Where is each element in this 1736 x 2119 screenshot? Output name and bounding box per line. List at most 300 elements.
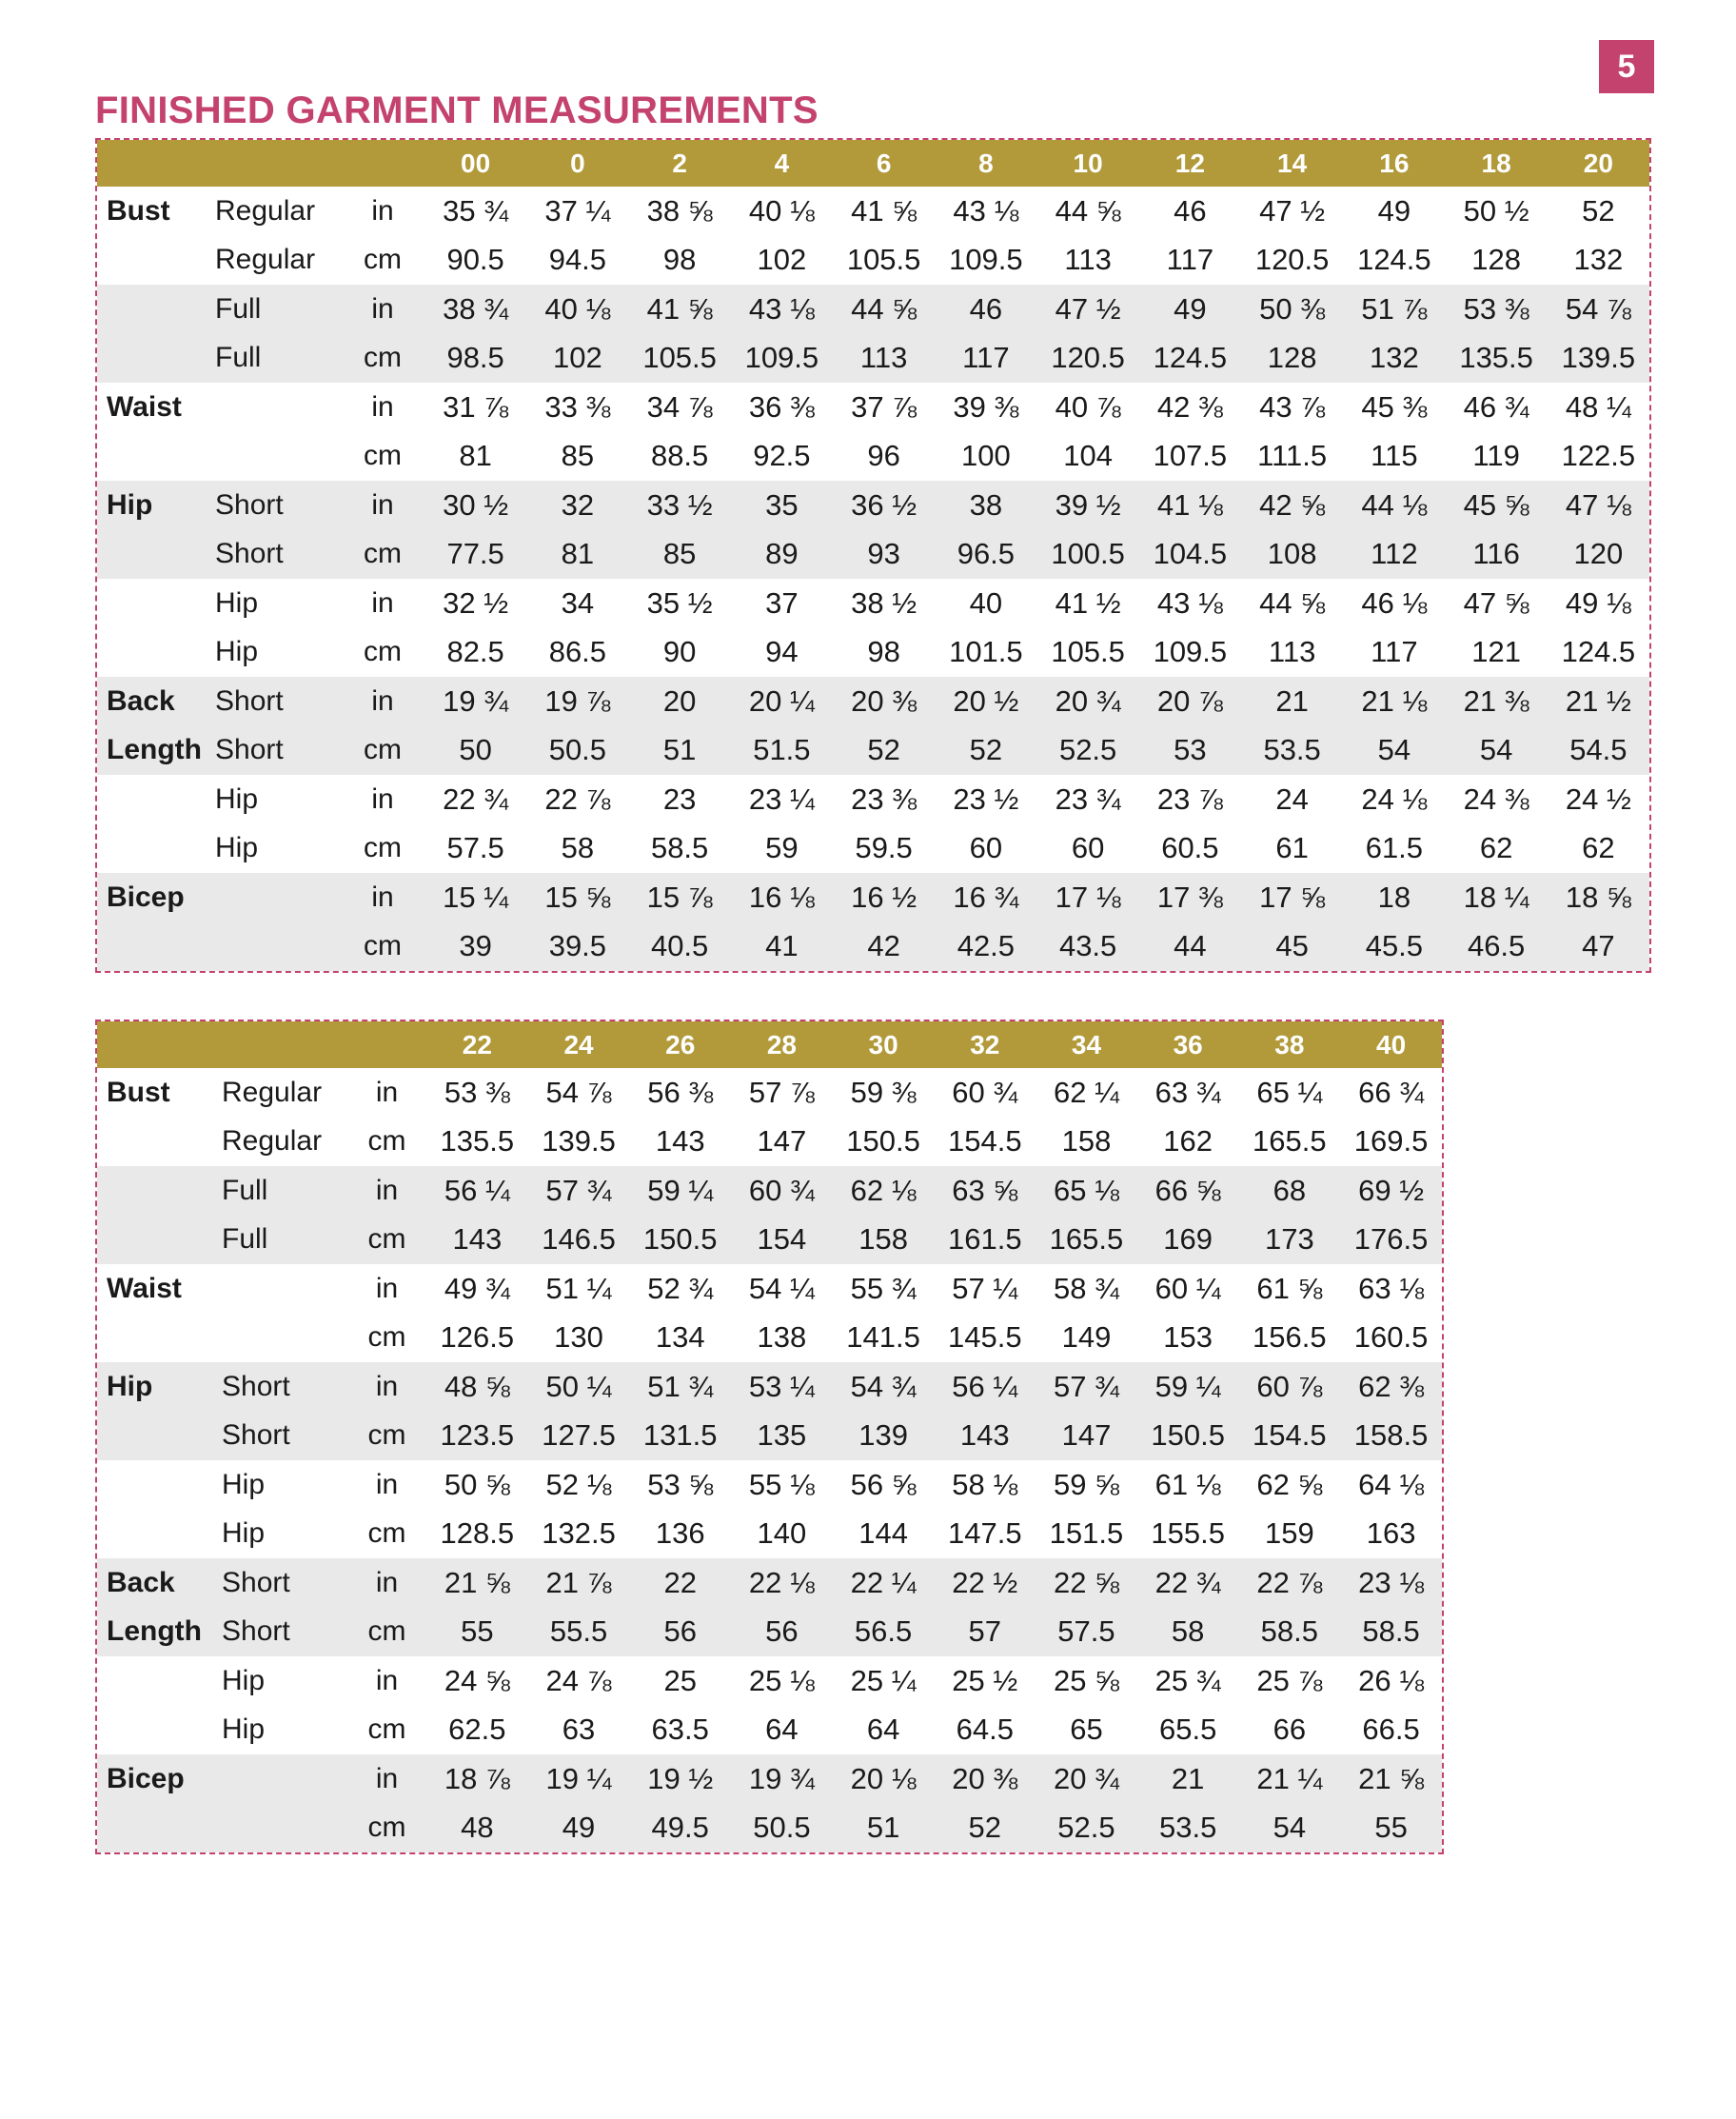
measurement-cell: 25 ⅞ (1256, 1663, 1323, 1697)
variant-cell: Regular (215, 244, 316, 276)
size-header-row (97, 140, 1649, 187)
measurement-cell: 18 ⅝ (1548, 873, 1649, 922)
variant-cell: Regular (222, 1125, 323, 1158)
measurement-cell: 85 (629, 530, 731, 580)
measurement-cell: 32 ½ (443, 585, 509, 620)
measurement-cell: 47 (1548, 922, 1649, 972)
measurement-cell: 45 ⅜ (1361, 389, 1428, 424)
category-cell: Length (97, 1608, 218, 1657)
category-cell: Hip (97, 481, 211, 530)
variant-cell: Hip (215, 586, 259, 619)
category-cell: Hip (97, 1362, 218, 1412)
measurement-cell: 44 ⅛ (1343, 481, 1445, 530)
unit-cell: cm (364, 636, 402, 668)
measurement-cell: 139 (833, 1412, 935, 1461)
measurement-cell: 42 ⅝ (1241, 481, 1343, 530)
category-cell (97, 1706, 218, 1755)
measurement-cell: 45.5 (1343, 922, 1445, 972)
measurement-cell: 81 (526, 530, 628, 580)
size-header: 12 (1139, 140, 1241, 187)
measurement-cell: 61 (1275, 831, 1309, 865)
measurement-cell: 52.5 (1037, 726, 1139, 776)
measurement-cell: 43 ⅛ (953, 193, 1019, 228)
measurement-cell: 15 ⅝ (526, 873, 628, 922)
category-cell (97, 824, 211, 874)
measurement-cell: 65 ⅛ (1036, 1166, 1137, 1216)
table-row (97, 1754, 1442, 1804)
measurement-cell: 50 ½ (1463, 193, 1529, 228)
category-cell (97, 579, 211, 628)
variant-cell (218, 1754, 347, 1804)
table-row (97, 432, 1649, 482)
size-header: 26 (629, 1021, 731, 1068)
measurement-cell: 56 ¼ (426, 1166, 528, 1216)
table-row (97, 1264, 1442, 1314)
table-row (97, 726, 1649, 776)
variant-cell: Short (211, 530, 341, 580)
measurement-cell: 54 ¾ (833, 1362, 935, 1412)
measurement-cell: 60 ¾ (952, 1075, 1018, 1109)
measurement-cell: 20 ⅜ (934, 1754, 1036, 1804)
measurement-cell: 132 (1573, 243, 1624, 277)
measurement-cell: 43.5 (1037, 922, 1139, 972)
measurement-cell: 124.5 (1561, 635, 1636, 669)
measurement-cell: 15 ⅞ (629, 873, 731, 922)
measurement-cell: 117 (935, 334, 1036, 384)
measurement-cell: 53 ¼ (731, 1362, 833, 1412)
measurement-cell: 63 ⅛ (1358, 1271, 1425, 1305)
measurement-cell: 57.5 (446, 831, 504, 865)
table-row (97, 530, 1649, 580)
measurement-cell: 25 (663, 1663, 697, 1697)
unit-cell: in (371, 194, 394, 227)
table-row (97, 1510, 1442, 1559)
measurement-cell: 21 (1241, 677, 1343, 726)
measurement-cell: 19 ¼ (528, 1754, 630, 1804)
measurement-cell: 159 (1264, 1516, 1314, 1551)
measurement-cell: 59.5 (855, 831, 913, 865)
measurement-cell: 34 (561, 585, 595, 620)
measurement-cell: 58 (1137, 1608, 1239, 1657)
measurement-cell: 35 ½ (646, 585, 713, 620)
measurement-cell: 20 ⅛ (833, 1754, 935, 1804)
unit-cell: cm (347, 1608, 426, 1657)
measurement-cell: 128 (1241, 334, 1343, 384)
table-row (97, 1166, 1442, 1216)
unit-cell: in (375, 1664, 399, 1696)
measurement-cell: 62.5 (448, 1713, 506, 1747)
measurement-cell: 35 (731, 481, 833, 530)
category-cell: Back (97, 1558, 218, 1608)
measurement-cell: 45 ⅝ (1446, 481, 1548, 530)
measurement-cell: 122.5 (1561, 439, 1636, 473)
size-header: 0 (526, 140, 628, 187)
header-blank-cell (97, 140, 211, 187)
unit-cell: in (347, 1558, 426, 1608)
measurement-cell: 22 ⅝ (1036, 1558, 1137, 1608)
unit-cell: in (347, 1166, 426, 1216)
measurement-cell: 22 ⅛ (731, 1558, 833, 1608)
unit-cell: in (371, 390, 394, 423)
measurement-cell: 165.5 (1253, 1124, 1327, 1159)
measurement-cell: 100.5 (1037, 530, 1139, 580)
variant-cell (211, 383, 341, 432)
measurement-cell: 16 ½ (833, 873, 935, 922)
measurement-cell: 162 (1163, 1124, 1213, 1159)
size-header: 14 (1241, 140, 1343, 187)
measurement-cell: 40 ⅛ (748, 193, 815, 228)
unit-cell: in (375, 1468, 399, 1500)
measurement-cell: 23 ¾ (1055, 782, 1121, 816)
measurement-cell: 44 ⅝ (1055, 193, 1121, 228)
measurement-cell: 22 ½ (934, 1558, 1036, 1608)
size-header: 6 (833, 140, 935, 187)
size-header: 18 (1446, 140, 1548, 187)
measurement-cell: 105.5 (1051, 635, 1125, 669)
measurement-cell: 52 ¾ (647, 1271, 714, 1305)
measurement-cell: 144 (858, 1516, 908, 1551)
measurement-cell: 38 ¾ (424, 285, 526, 334)
measurement-cell: 20 (629, 677, 731, 726)
measurement-cell: 111.5 (1257, 439, 1328, 473)
measurement-cell: 41 ½ (1055, 585, 1121, 620)
measurement-cell: 98.5 (424, 334, 526, 384)
variant-cell: Regular (215, 194, 316, 227)
measurement-cell: 58.5 (650, 831, 709, 865)
measurement-cell: 93 (833, 530, 935, 580)
measurement-cell: 131.5 (629, 1412, 731, 1461)
measurement-cell: 77.5 (424, 530, 526, 580)
header-blank-cell (341, 140, 424, 187)
measurement-cell: 150.5 (1137, 1412, 1239, 1461)
measurement-cell: 22 ¾ (443, 782, 509, 816)
measurement-cell: 51.5 (731, 726, 833, 776)
measurement-cell: 20 ¾ (1037, 677, 1139, 726)
measurement-cell: 23 (662, 782, 697, 816)
measurement-cell: 68 (1239, 1166, 1341, 1216)
measurement-cell: 96 (867, 439, 900, 473)
unit-cell: cm (367, 1125, 406, 1158)
measurement-cell: 112 (1343, 530, 1445, 580)
measurement-cell: 128.5 (440, 1516, 515, 1551)
measurement-cell: 62 (1479, 831, 1513, 865)
measurement-cell: 57 (934, 1608, 1036, 1657)
category-cell (97, 1412, 218, 1461)
measurement-cell: 102 (526, 334, 628, 384)
measurement-cell: 158 (1061, 1124, 1112, 1159)
header-blank-cell (97, 1021, 218, 1068)
measurement-cell: 140 (757, 1516, 807, 1551)
category-cell (97, 1118, 218, 1167)
table-row (97, 1804, 1442, 1853)
measurement-cell: 143 (426, 1216, 528, 1265)
measurement-cell: 50 (424, 726, 526, 776)
measurement-cell: 18 (1343, 873, 1445, 922)
measurement-cell: 65.5 (1158, 1713, 1217, 1747)
measurement-cell: 121 (1471, 635, 1521, 669)
table-row (97, 1656, 1442, 1706)
measurement-cell: 46.5 (1446, 922, 1548, 972)
measurement-cell: 54 ⅞ (545, 1075, 612, 1109)
measurement-cell: 30 ½ (424, 481, 526, 530)
measurement-cell: 51 (629, 726, 731, 776)
size-header: 8 (935, 140, 1036, 187)
measurement-cell: 141.5 (846, 1320, 920, 1355)
measurement-cell: 63.5 (651, 1713, 709, 1747)
measurement-cell: 62 ⅛ (833, 1166, 935, 1216)
measurement-cell: 39 (424, 922, 526, 972)
table-row (97, 775, 1649, 824)
measurement-cell: 38 ½ (851, 585, 917, 620)
measurement-cell: 66 (1272, 1713, 1307, 1747)
measurement-cell: 21 ½ (1548, 677, 1649, 726)
measurement-cell: 22 ⅞ (544, 782, 611, 816)
measurement-cell: 51 (833, 1804, 935, 1853)
measurement-cell: 104.5 (1139, 530, 1241, 580)
measurement-cell: 105.5 (629, 334, 731, 384)
size-header: 00 (424, 140, 526, 187)
measurement-cell: 62 (1582, 831, 1615, 865)
measurement-cell: 50 ⅜ (1241, 285, 1343, 334)
measurement-cell: 51 ¼ (545, 1271, 612, 1305)
measurement-cell: 113 (1268, 635, 1316, 669)
unit-cell: cm (341, 922, 424, 972)
measurement-cell: 21 (1137, 1754, 1239, 1804)
header-blank-cell (211, 140, 341, 187)
unit-cell: cm (341, 726, 424, 776)
variant-cell: Full (218, 1216, 347, 1265)
measurement-cell: 20 ¾ (1036, 1754, 1137, 1804)
unit-cell: in (371, 782, 394, 815)
measurement-cell: 56 ¼ (934, 1362, 1036, 1412)
measurement-cell: 49.5 (629, 1804, 731, 1853)
measurement-cell: 62 ⅝ (1256, 1467, 1323, 1501)
category-cell (97, 775, 211, 824)
measurement-cell: 54 ¼ (748, 1271, 815, 1305)
variant-cell: Regular (222, 1076, 323, 1108)
table-row (97, 1314, 1442, 1363)
category-cell (97, 1510, 218, 1559)
measurement-cell: 39 ⅜ (953, 389, 1019, 424)
measurement-cell: 23 ⅜ (851, 782, 917, 816)
category-cell (97, 922, 211, 972)
measurement-cell: 23 ¼ (748, 782, 815, 816)
variant-cell: Hip (215, 636, 259, 668)
table-row (97, 628, 1649, 678)
measurements-table-sizes-00-20 (95, 138, 1651, 973)
measurement-cell: 19 ⅞ (526, 677, 628, 726)
measurement-cell: 58.5 (1340, 1608, 1442, 1657)
table-row (97, 1706, 1442, 1755)
measurement-cell: 48 ⅝ (426, 1362, 528, 1412)
measurement-cell: 161.5 (934, 1216, 1036, 1265)
measurement-cell: 158.5 (1340, 1412, 1442, 1461)
measurement-cell: 50 ¼ (528, 1362, 630, 1412)
unit-cell: cm (347, 1804, 426, 1853)
measurement-cell: 48 ¼ (1565, 389, 1631, 424)
measurement-cell: 49 ¾ (444, 1271, 510, 1305)
measurement-cell: 21 ⅞ (528, 1558, 630, 1608)
unit-cell: in (341, 285, 424, 334)
measurement-cell: 37 (765, 585, 799, 620)
measurement-cell: 20 ½ (935, 677, 1036, 726)
measurement-cell: 163 (1366, 1516, 1416, 1551)
measurement-cell: 21 ⅝ (1340, 1754, 1442, 1804)
measurement-cell: 54.5 (1548, 726, 1649, 776)
measurement-cell: 65 (1070, 1713, 1103, 1747)
table-row (97, 1216, 1442, 1265)
size-header: 20 (1548, 140, 1649, 187)
unit-cell: cm (364, 244, 402, 276)
measurement-cell: 150.5 (629, 1216, 731, 1265)
measurement-cell: 55 (1340, 1804, 1442, 1853)
measurement-cell: 26 ⅛ (1358, 1663, 1425, 1697)
measurement-cell: 145.5 (947, 1320, 1022, 1355)
table-row (97, 481, 1649, 530)
measurement-cell: 126.5 (440, 1320, 515, 1355)
measurement-cell: 52 ⅛ (545, 1467, 612, 1501)
measurement-cell: 16 ¾ (935, 873, 1036, 922)
variant-cell: Hip (215, 782, 259, 815)
variant-cell (218, 1264, 347, 1314)
table-row (97, 1068, 1442, 1118)
measurement-cell: 16 ⅛ (731, 873, 833, 922)
measurement-cell: 50.5 (731, 1804, 833, 1853)
measurement-cell: 132 (1343, 334, 1445, 384)
measurement-cell: 21 ¼ (1239, 1754, 1341, 1804)
variant-cell: Hip (222, 1664, 266, 1696)
measurement-cell: 21 ⅝ (426, 1558, 528, 1608)
measurement-cell: 20 ⅞ (1139, 677, 1241, 726)
measurement-cell: 139.5 (1548, 334, 1649, 384)
measurement-cell: 64 ⅛ (1358, 1467, 1425, 1501)
measurement-cell: 23 ½ (953, 782, 1019, 816)
measurement-cell: 132.5 (542, 1516, 616, 1551)
unit-cell: in (341, 873, 424, 922)
variant-cell: Full (211, 285, 341, 334)
measurement-cell: 90.5 (446, 243, 504, 277)
size-header: 24 (528, 1021, 630, 1068)
measurement-cell: 40 ⅞ (1055, 389, 1121, 424)
table-row (97, 187, 1649, 236)
category-cell: Length (97, 726, 211, 776)
measurement-cell: 127.5 (528, 1412, 630, 1461)
table-row (97, 1460, 1442, 1510)
measurement-cell: 153 (1163, 1320, 1213, 1355)
measurement-cell: 169.5 (1353, 1124, 1429, 1159)
measurement-cell: 98 (662, 243, 697, 277)
measurement-cell: 17 ⅛ (1037, 873, 1139, 922)
table-row (97, 677, 1649, 726)
measurement-cell: 109.5 (731, 334, 833, 384)
category-cell (97, 1460, 218, 1510)
measurement-cell: 52.5 (1036, 1804, 1137, 1853)
category-cell: Waist (107, 1272, 182, 1304)
measurement-cell: 55 (426, 1608, 528, 1657)
measurement-cell: 54 ⅞ (1548, 285, 1649, 334)
measurement-cell: 55 ¾ (850, 1271, 917, 1305)
measurement-cell: 61.5 (1365, 831, 1424, 865)
measurement-cell: 102 (757, 243, 807, 277)
measurement-cell: 57.5 (1036, 1608, 1137, 1657)
table-row (97, 1412, 1442, 1461)
measurement-cell: 33 ½ (629, 481, 731, 530)
category-cell: Bicep (97, 873, 211, 922)
measurement-cell: 124.5 (1139, 334, 1241, 384)
measurement-cell: 94.5 (548, 243, 607, 277)
category-cell (97, 236, 211, 286)
measurement-cell: 39.5 (526, 922, 628, 972)
measurement-cell: 59 ⅜ (850, 1075, 917, 1109)
measurement-cell: 41 (731, 922, 833, 972)
measurement-cell: 41 ⅝ (629, 285, 731, 334)
measurement-cell: 46 (935, 285, 1036, 334)
page-title: FINISHED GARMENT MEASUREMENTS (95, 89, 819, 131)
measurement-cell: 62 ¼ (1053, 1075, 1119, 1109)
measurement-cell: 44 (1139, 922, 1241, 972)
measurement-cell: 52 (934, 1804, 1036, 1853)
measurement-cell: 21 ⅛ (1343, 677, 1445, 726)
variant-cell: Full (211, 334, 341, 384)
measurement-cell: 38 ⅝ (646, 193, 713, 228)
measurement-cell: 49 (1377, 193, 1411, 228)
measurement-cell: 57 ¼ (952, 1271, 1018, 1305)
category-cell (97, 1166, 218, 1216)
measurement-cell: 44 ⅝ (833, 285, 935, 334)
unit-cell: cm (367, 1517, 406, 1550)
measurement-cell: 23 ⅞ (1156, 782, 1223, 816)
variant-cell: Short (218, 1608, 347, 1657)
measurement-cell: 46 ⅛ (1361, 585, 1428, 620)
measurement-cell: 116 (1446, 530, 1548, 580)
header-blank-cell (347, 1021, 426, 1068)
measurement-cell: 57 ¾ (1036, 1362, 1137, 1412)
measurement-cell: 150.5 (846, 1124, 920, 1159)
measurement-cell: 41 ⅛ (1139, 481, 1241, 530)
measurement-cell: 113 (833, 334, 935, 384)
measurement-cell: 147 (757, 1124, 807, 1159)
table-row (97, 824, 1649, 874)
variant-cell: Short (218, 1412, 347, 1461)
measurement-cell: 88.5 (650, 439, 709, 473)
measurement-cell: 22 ¾ (1137, 1558, 1239, 1608)
measurement-cell: 57 ⅞ (748, 1075, 815, 1109)
measurement-cell: 104 (1063, 439, 1113, 473)
measurement-cell: 55.5 (528, 1608, 630, 1657)
measurement-cell: 56 ⅜ (647, 1075, 714, 1109)
measurement-cell: 36 ⅜ (748, 389, 815, 424)
table-row (97, 285, 1649, 334)
measurement-cell: 124.5 (1357, 243, 1431, 277)
measurement-cell: 94 (765, 635, 799, 669)
size-header: 32 (934, 1021, 1036, 1068)
measurement-cell: 63 ¾ (1154, 1075, 1221, 1109)
measurement-cell: 59 (765, 831, 799, 865)
measurement-cell: 100 (961, 439, 1011, 473)
table-row (97, 1558, 1442, 1608)
measurement-cell: 17 ⅝ (1241, 873, 1343, 922)
measurement-cell: 51 ¾ (629, 1362, 731, 1412)
category-cell: Bust (107, 194, 170, 227)
measurement-cell: 155.5 (1151, 1516, 1225, 1551)
measurement-cell: 109.5 (1153, 635, 1228, 669)
measurement-cell: 147 (1036, 1412, 1137, 1461)
measurement-cell: 25 ½ (952, 1663, 1018, 1697)
measurement-cell: 120 (1548, 530, 1649, 580)
measurement-cell: 154 (731, 1216, 833, 1265)
measurement-cell: 151.5 (1049, 1516, 1124, 1551)
measurement-cell: 146.5 (528, 1216, 630, 1265)
